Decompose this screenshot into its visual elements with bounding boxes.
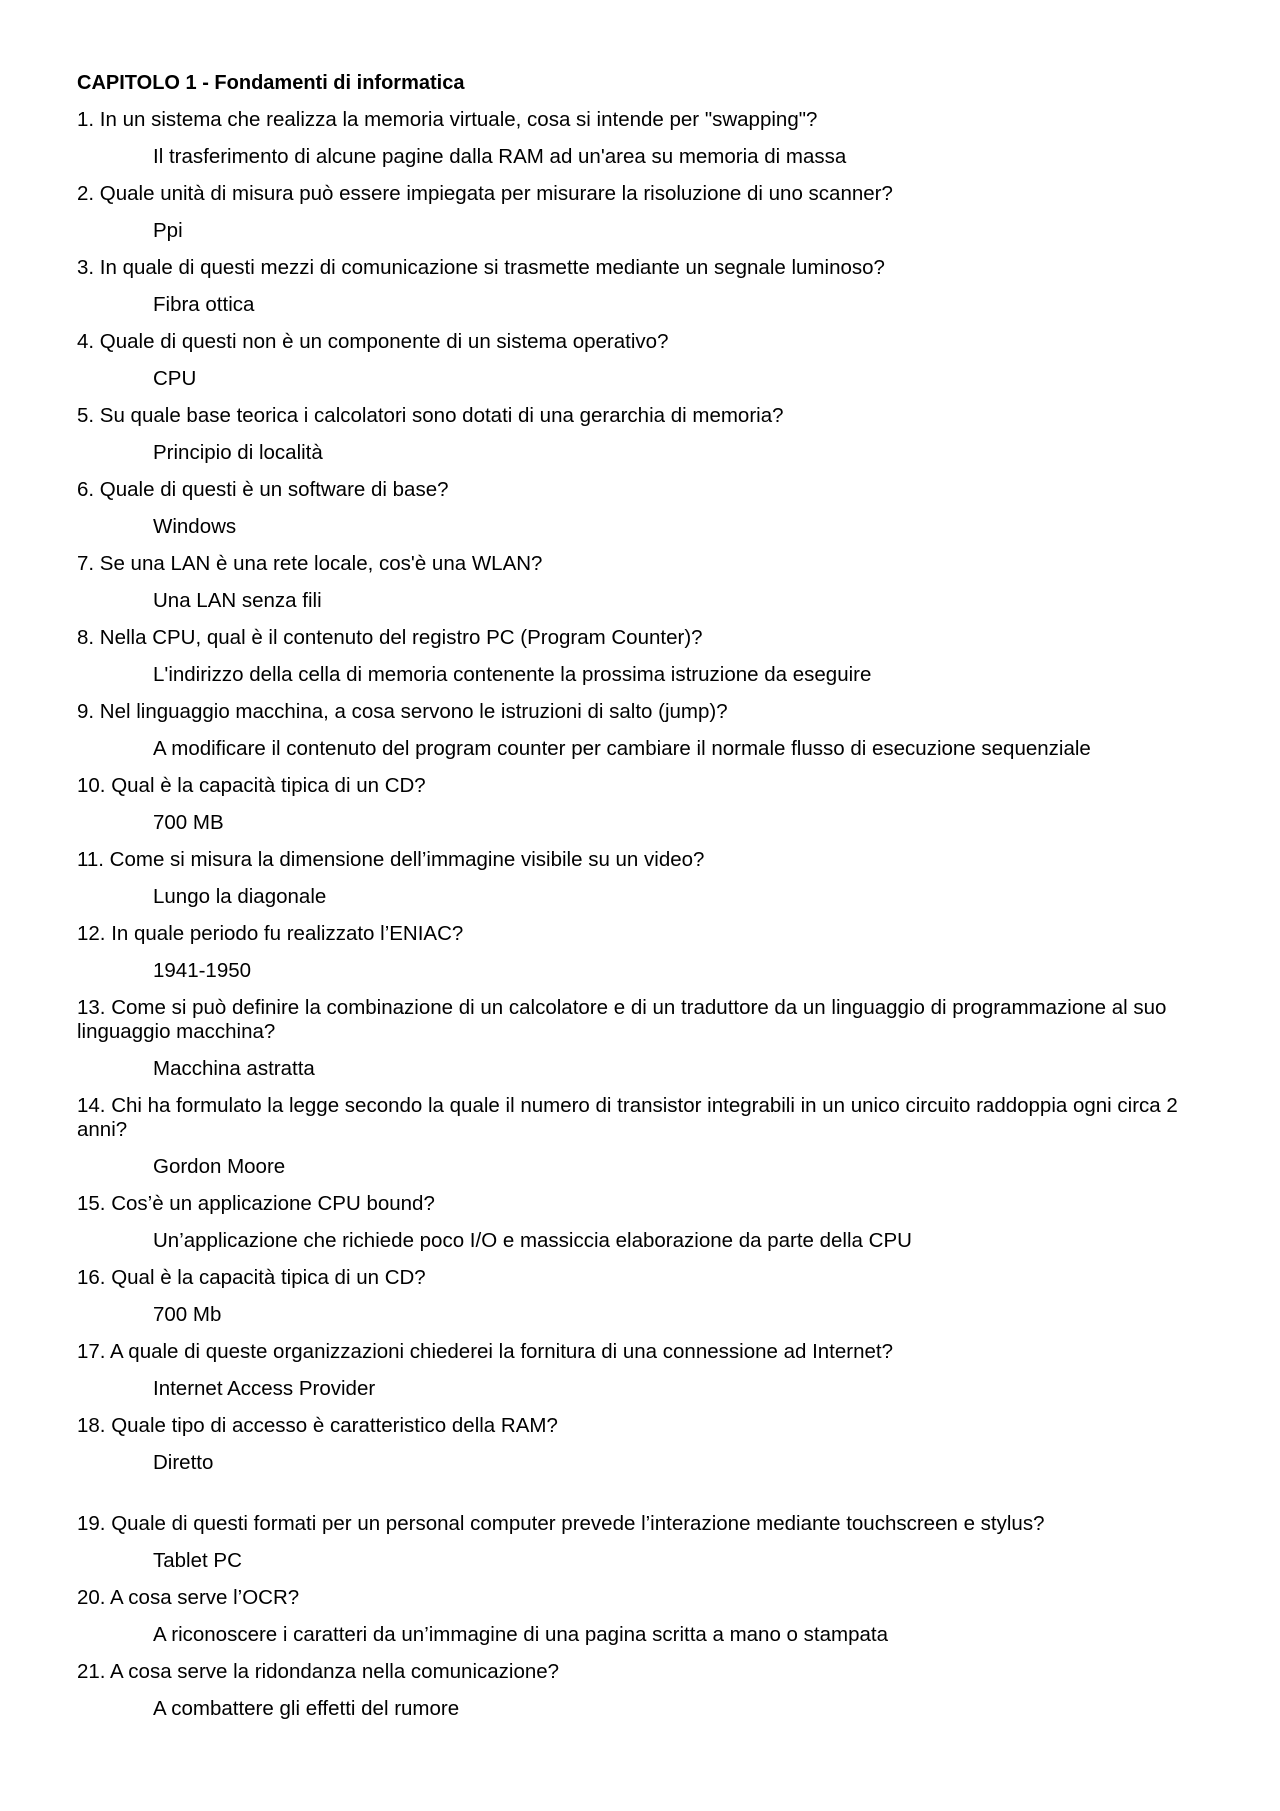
question-2: 2. Quale unità di misura può essere impiegata per misurare la risoluzione di uno scanner?	[77, 182, 893, 205]
question-12: 12. In quale periodo fu realizzato l’ENIAC?	[77, 922, 464, 945]
qa-item-21	[77, 1660, 1207, 1721]
document-page	[77, 71, 1207, 1734]
qa-item-17	[77, 1340, 1207, 1401]
qa-item-10	[77, 774, 1207, 835]
answer-7: Una LAN senza fili	[153, 589, 322, 612]
question-6: 6. Quale di questi è un software di base?	[77, 478, 449, 501]
question-17: 17. A quale di queste organizzazioni chiederei la fornitura di una connessione ad Internet?	[77, 1340, 894, 1363]
qa-item-3	[77, 256, 1207, 317]
answer-9: A modificare il contenuto del program counter per cambiare il normale flusso di esecuzione sequenziale	[153, 737, 1091, 760]
qa-item-5	[77, 404, 1207, 465]
qa-item-14	[77, 1094, 1207, 1179]
qa-item-2	[77, 182, 1207, 243]
question-15: 15. Cos’è un applicazione CPU bound?	[77, 1192, 435, 1215]
question-3: 3. In quale di questi mezzi di comunicazione si trasmette mediante un segnale luminoso?	[77, 256, 885, 279]
answer-12: 1941-1950	[153, 959, 252, 982]
answer-16: 700 Mb	[153, 1303, 222, 1326]
answer-6: Windows	[153, 515, 237, 538]
qa-item-16	[77, 1266, 1207, 1327]
answer-17: Internet Access Provider	[153, 1377, 376, 1400]
answer-1: Il trasferimento di alcune pagine dalla RAM ad un'area su memoria di massa	[153, 145, 847, 168]
answer-2: Ppi	[153, 219, 183, 242]
qa-item-9	[77, 700, 1207, 761]
question-5: 5. Su quale base teorica i calcolatori sono dotati di una gerarchia di memoria?	[77, 404, 784, 427]
question-20: 20. A cosa serve l’OCR?	[77, 1586, 300, 1609]
answer-5: Principio di località	[153, 441, 323, 464]
qa-item-11	[77, 848, 1207, 909]
question-21: 21. A cosa serve la ridondanza nella comunicazione?	[77, 1660, 560, 1683]
answer-14: Gordon Moore	[153, 1155, 286, 1178]
question-11: 11. Come si misura la dimensione dell’immagine visibile su un video?	[77, 848, 705, 871]
qa-item-6	[77, 478, 1207, 539]
answer-19: Tablet PC	[153, 1549, 242, 1572]
answer-10: 700 MB	[153, 811, 224, 834]
qa-item-19	[77, 1512, 1207, 1573]
qa-item-15	[77, 1192, 1207, 1253]
qa-item-12	[77, 922, 1207, 983]
answer-20: A riconoscere i caratteri da un’immagine di una pagina scritta a mano o stampata	[153, 1623, 888, 1646]
qa-item-1	[77, 108, 1207, 169]
question-8: 8. Nella CPU, qual è il contenuto del registro PC (Program Counter)?	[77, 626, 703, 649]
chapter-title: CAPITOLO 1 - Fondamenti di informatica	[77, 72, 465, 94]
answer-21: A combattere gli effetti del rumore	[153, 1697, 460, 1720]
answer-4: CPU	[153, 367, 197, 390]
question-7: 7. Se una LAN è una rete locale, cos'è una WLAN?	[77, 552, 543, 575]
question-4: 4. Quale di questi non è un componente di un sistema operativo?	[77, 330, 669, 353]
answer-8: L'indirizzo della cella di memoria contenente la prossima istruzione da eseguire	[153, 663, 872, 686]
question-10: 10. Qual è la capacità tipica di un CD?	[77, 774, 426, 797]
question-9: 9. Nel linguaggio macchina, a cosa servono le istruzioni di salto (jump)?	[77, 700, 728, 723]
answer-13: Macchina astratta	[153, 1057, 315, 1080]
answer-3: Fibra ottica	[153, 293, 255, 316]
question-16: 16. Qual è la capacità tipica di un CD?	[77, 1266, 426, 1289]
answer-11: Lungo la diagonale	[153, 885, 327, 908]
qa-item-18	[77, 1414, 1207, 1475]
question-1: 1. In un sistema che realizza la memoria virtuale, cosa si intende per "swapping"?	[77, 108, 818, 131]
question-14: 14. Chi ha formulato la legge secondo la quale il numero di transistor integrabili in un unico circuito raddoppia ogni circa 2 anni?	[77, 1094, 1178, 1141]
answer-18: Diretto	[153, 1451, 214, 1474]
qa-item-13	[77, 996, 1207, 1081]
qa-item-4	[77, 330, 1207, 391]
qa-item-7	[77, 552, 1207, 613]
question-18: 18. Quale tipo di accesso è caratteristico della RAM?	[77, 1414, 558, 1437]
question-19: 19. Quale di questi formati per un personal computer prevede l’interazione mediante touchscreen e stylus?	[77, 1512, 1045, 1535]
qa-item-8	[77, 626, 1207, 687]
answer-15: Un’applicazione che richiede poco I/O e massiccia elaborazione da parte della CPU	[153, 1229, 912, 1252]
question-13: 13. Come si può definire la combinazione di un calcolatore e di un traduttore da un linguaggio di programmazione al suo linguaggio macchina?	[77, 996, 1167, 1043]
qa-item-20	[77, 1586, 1207, 1647]
